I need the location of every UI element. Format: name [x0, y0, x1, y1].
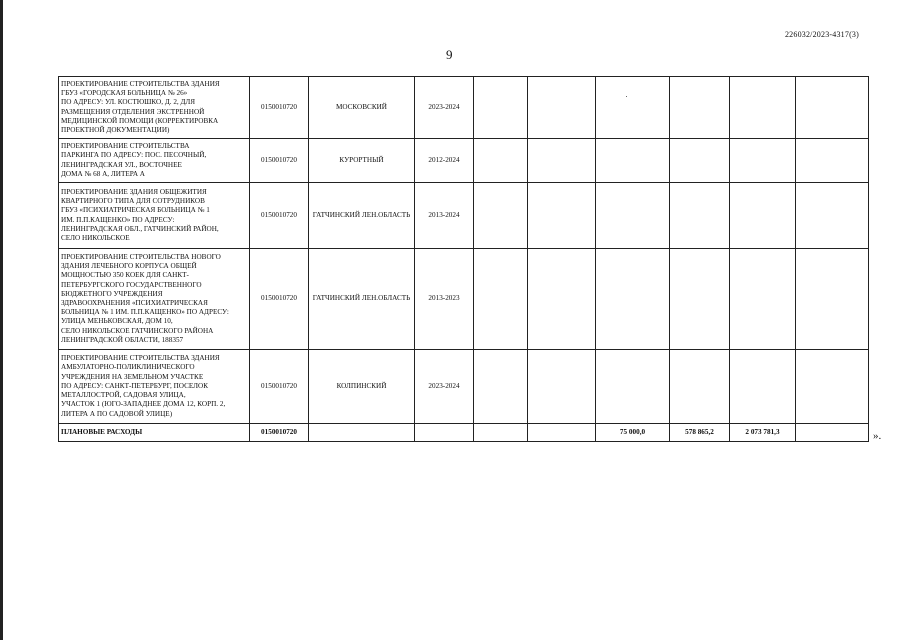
period-cell: 2023-2024 [415, 77, 474, 139]
empty-cell [670, 350, 730, 424]
table-row [59, 249, 869, 350]
total-value-3: 2 073 781,3 [730, 424, 796, 442]
empty-cell [309, 424, 415, 442]
empty-cell [730, 77, 796, 139]
page-number: 9 [446, 47, 453, 62]
empty-cell [596, 350, 670, 424]
code-cell: 0150010720 [250, 183, 309, 249]
left-margin-rule [0, 0, 3, 640]
empty-cell [596, 249, 670, 350]
empty-cell [730, 183, 796, 249]
empty-cell [730, 350, 796, 424]
code-cell: 0150010720 [250, 77, 309, 139]
empty-cell [796, 424, 869, 442]
empty-cell [528, 139, 596, 183]
project-name-cell: ПРОЕКТИРОВАНИЕ СТРОИТЕЛЬСТВА ЗДАНИЯ ГБУЗ «ГОРОДСКАЯ БОЛЬНИЦА № 26» ПО АДРЕСУ: УЛ. КОСТЮШКО, Д. 2, ДЛЯ РАЗМЕЩЕНИЯ ОТДЕЛЕНИЯ ЭКСТРЕННОЙ МЕДИЦИНСКОЙ ПОМОЩИ (КОРРЕКТИРОВКА ПРОЕКТНОЙ ДОКУМЕНТАЦИИ) [59, 77, 250, 139]
empty-cell [415, 424, 474, 442]
project-name-cell: ПРОЕКТИРОВАНИЕ СТРОИТЕЛЬСТВА ПАРКИНГА ПО АДРЕСУ: ПОС. ПЕСОЧНЫЙ, ЛЕНИНГРАДСКАЯ УЛ., ВОСТОЧНЕЕ ДОМА № 68 А, ЛИТЕРА А [59, 139, 250, 183]
table-row [59, 139, 869, 183]
empty-cell [474, 350, 528, 424]
closing-quote-mark: ». [873, 430, 882, 442]
empty-cell [796, 77, 869, 139]
table-row [59, 77, 869, 139]
district-cell: ГАТЧИНСКИЙ ЛЕН.ОБЛАСТЬ [309, 249, 415, 350]
code-cell: 0150010720 [250, 350, 309, 424]
period-cell: 2023-2024 [415, 350, 474, 424]
empty-cell [474, 77, 528, 139]
empty-cell [474, 424, 528, 442]
table-row [59, 183, 869, 249]
empty-cell [596, 139, 670, 183]
empty-cell [730, 249, 796, 350]
period-cell: 2012-2024 [415, 139, 474, 183]
expenses-table [58, 76, 869, 442]
period-cell: 2013-2023 [415, 249, 474, 350]
total-row [59, 424, 869, 442]
project-name-cell: ПРОЕКТИРОВАНИЕ СТРОИТЕЛЬСТВА НОВОГО ЗДАНИЯ ЛЕЧЕБНОГО КОРПУСА ОБЩЕЙ МОЩНОСТЬЮ 350 КОЕК ДЛЯ САНКТ- ПЕТЕРБУРГСКОГО ГОСУДАРСТВЕННОГО БЮДЖЕТНОГО УЧРЕЖДЕНИЯ ЗДРАВООХРАНЕНИЯ «ПСИХИАТРИЧЕСКАЯ БОЛЬНИЦА № 1 ИМ. П.П.КАЩЕНКО» ПО АДРЕСУ: УЛИЦА МЕНЬКОВСКАЯ, ДОМ 10, СЕЛО НИКОЛЬСКОЕ ГАТЧИНСКОГО РАЙОНА ЛЕНИНГРАДСКОЙ ОБЛАСТИ, 188357 [59, 249, 250, 350]
empty-cell [528, 183, 596, 249]
empty-cell [796, 139, 869, 183]
empty-cell [670, 77, 730, 139]
empty-cell [596, 77, 670, 139]
code-cell: 0150010720 [250, 249, 309, 350]
project-name-cell: ПРОЕКТИРОВАНИЕ СТРОИТЕЛЬСТВА ЗДАНИЯ АМБУЛАТОРНО-ПОЛИКЛИНИЧЕСКОГО УЧРЕЖДЕНИЯ НА ЗЕМЕЛЬНОМ УЧАСТКЕ ПО АДРЕСУ: САНКТ-ПЕТЕРБУРГ, ПОСЕЛОК МЕТАЛЛОСТРОЙ, САДОВАЯ УЛИЦА, УЧАСТОК 1 (ЮГО-ЗАПАДНЕЕ ДОМА 12, КОРП. 2, ЛИТЕРА А ПО САДОВОЙ УЛИЦЕ) [59, 350, 250, 424]
total-value-1: 75 000,0 [596, 424, 670, 442]
empty-cell [596, 183, 670, 249]
empty-cell [528, 77, 596, 139]
empty-cell [796, 249, 869, 350]
empty-cell [670, 183, 730, 249]
empty-cell [528, 249, 596, 350]
total-code: 0150010720 [250, 424, 309, 442]
period-cell: 2013-2024 [415, 183, 474, 249]
district-cell: КУРОРТНЫЙ [309, 139, 415, 183]
empty-cell [474, 139, 528, 183]
total-value-2: 578 865,2 [670, 424, 730, 442]
table-row [59, 350, 869, 424]
empty-cell [796, 350, 869, 424]
empty-cell [474, 249, 528, 350]
empty-cell [528, 350, 596, 424]
empty-cell [528, 424, 596, 442]
project-name-cell: ПРОЕКТИРОВАНИЕ ЗДАНИЯ ОБЩЕЖИТИЯ КВАРТИРНОГО ТИПА ДЛЯ СОТРУДНИКОВ ГБУЗ «ПСИХИАТРИЧЕСКАЯ БОЛЬНИЦА № 1 ИМ. П.П.КАЩЕНКО» ПО АДРЕСУ: ЛЕНИНГРАДСКАЯ ОБЛ., ГАТЧИНСКИЙ РАЙОН, СЕЛО НИКОЛЬСКОЕ [59, 183, 250, 249]
empty-cell [670, 139, 730, 183]
empty-cell [730, 139, 796, 183]
document-number: 226032/2023-4317(3) [784, 30, 859, 39]
empty-cell [474, 183, 528, 249]
empty-cell [670, 249, 730, 350]
empty-cell [796, 183, 869, 249]
district-cell: КОЛПИНСКИЙ [309, 350, 415, 424]
total-label: ПЛАНОВЫЕ РАСХОДЫ [59, 424, 250, 442]
district-cell: МОСКОВСКИЙ [309, 77, 415, 139]
district-cell: ГАТЧИНСКИЙ ЛЕН.ОБЛАСТЬ [309, 183, 415, 249]
code-cell: 0150010720 [250, 139, 309, 183]
